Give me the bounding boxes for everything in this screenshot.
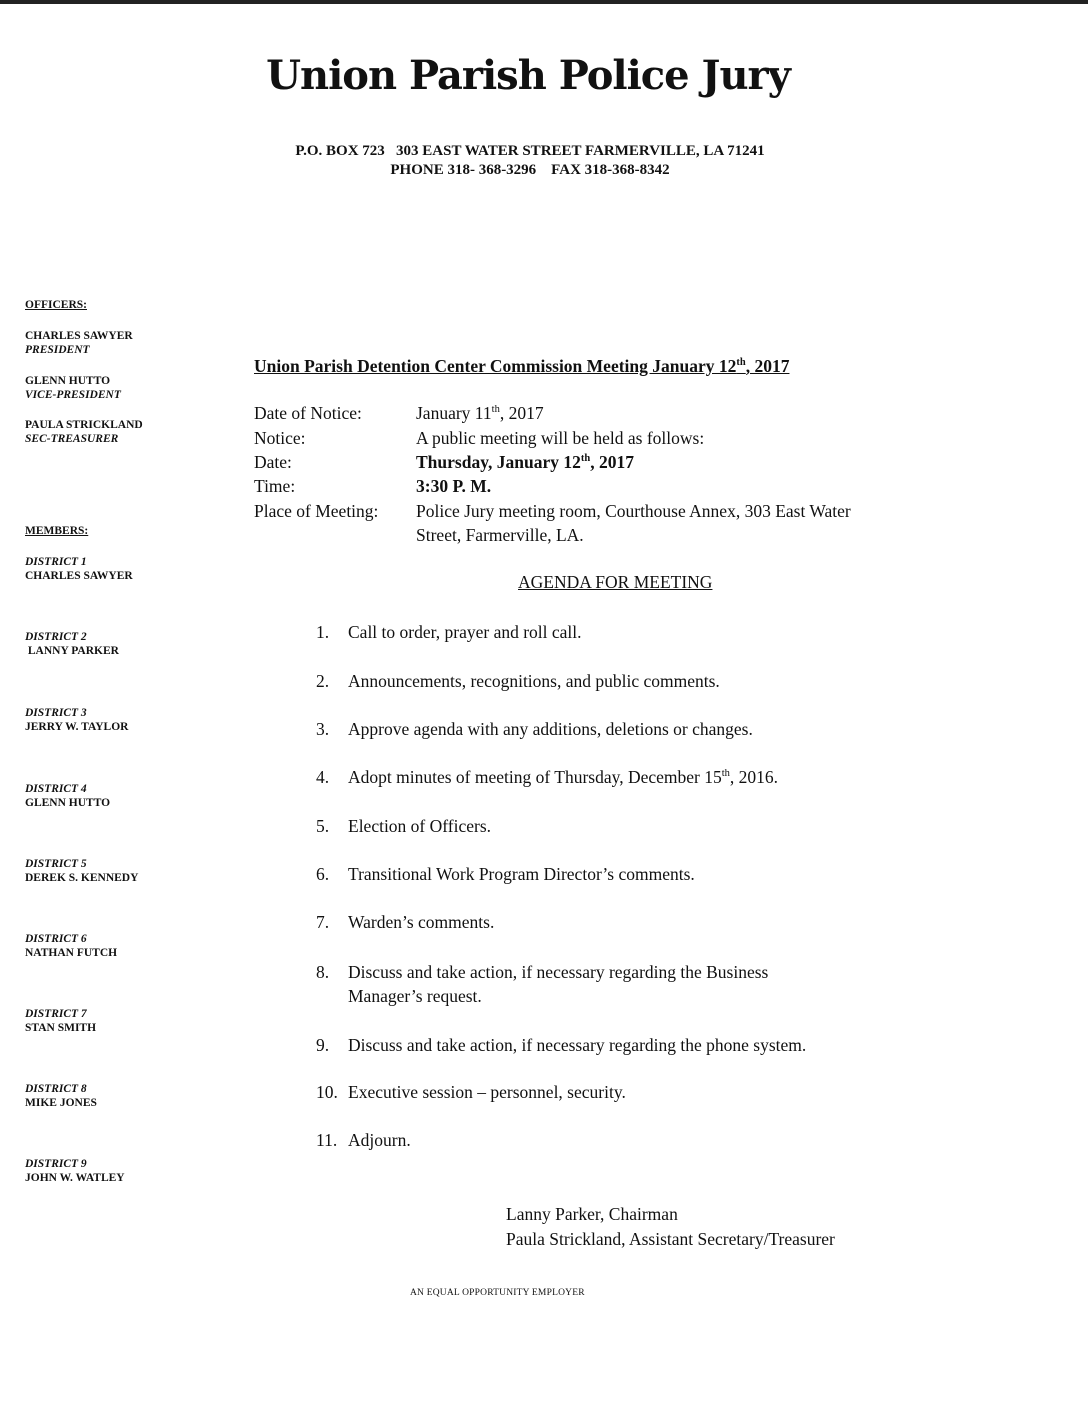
- member-name: JERRY W. TAYLOR: [25, 721, 129, 733]
- agenda-item: [316, 620, 582, 644]
- member-name: LANNY PARKER: [25, 645, 119, 657]
- officers-heading: OFFICERS:: [25, 299, 87, 311]
- member-district: DISTRICT 8: [25, 1083, 87, 1095]
- signature-chairman: Lanny Parker, Chairman: [506, 1204, 678, 1224]
- agenda-item-number: 3.: [316, 719, 330, 739]
- info-value-text: January 11: [416, 403, 492, 423]
- agenda-item-text: Discuss and take action, if necessary regarding the Business: [348, 962, 769, 982]
- meeting-title-year: , 2017: [745, 356, 790, 376]
- meeting-title-text: Union Parish Detention Center Commission Meeting January 12: [254, 356, 737, 376]
- agenda-item-text: Executive session – personnel, security.: [348, 1082, 626, 1102]
- member-entry: [25, 706, 128, 734]
- agenda-item-text-end: , 2016.: [729, 767, 779, 787]
- phone-fax-line: PHONE 318- 368-3296 FAX 318-368-8342: [390, 162, 670, 178]
- officer-role: VICE-PRESIDENT: [25, 389, 121, 401]
- officer-role: PRESIDENT: [25, 344, 90, 356]
- info-value: 3:30 P. M.: [416, 476, 492, 496]
- members-heading: MEMBERS:: [25, 525, 89, 537]
- ordinal-suffix: th: [721, 768, 730, 780]
- agenda-item-number: 8.: [316, 962, 330, 982]
- agenda-item: [316, 765, 778, 789]
- agenda-item-number: 6.: [316, 864, 330, 884]
- agenda-item-text: Approve agenda with any additions, deletions or changes.: [348, 719, 753, 739]
- agenda-item: [316, 862, 695, 886]
- officer-name: CHARLES SAWYER: [25, 330, 133, 342]
- member-district: DISTRICT 2: [25, 631, 87, 643]
- member-entry: [25, 1082, 97, 1110]
- info-value: Police Jury meeting room, Courthouse Annex, 303 East Water: [416, 501, 851, 521]
- member-district: DISTRICT 9: [25, 1158, 87, 1170]
- member-entry: [25, 857, 138, 885]
- member-name: CHARLES SAWYER: [25, 570, 133, 582]
- info-value: Street, Farmerville, LA.: [416, 525, 584, 545]
- info-label: Place of Meeting:: [254, 501, 379, 521]
- member-entry: [25, 932, 117, 960]
- agenda-item-text: Discuss and take action, if necessary regarding the phone system.: [348, 1035, 807, 1055]
- info-value: [416, 403, 544, 424]
- agenda-item-text: Transitional Work Program Director’s comments.: [348, 864, 695, 884]
- agenda-item: [316, 669, 720, 693]
- member-entry: [25, 1157, 125, 1185]
- agenda-item-text: Adopt minutes of meeting of Thursday, December 15: [348, 767, 722, 787]
- ordinal-suffix: th: [736, 357, 746, 369]
- letterhead-address: [200, 142, 860, 180]
- member-district: DISTRICT 5: [25, 858, 87, 870]
- agenda-item: [316, 960, 768, 1008]
- member-entry: [25, 782, 110, 810]
- info-label: Date of Notice:: [254, 403, 362, 423]
- member-name: NATHAN FUTCH: [25, 947, 118, 959]
- letterhead-title: Union Parish Police Jury: [266, 52, 790, 99]
- agenda-item: [316, 1080, 626, 1104]
- member-name: STAN SMITH: [25, 1022, 97, 1034]
- info-label: Notice:: [254, 428, 306, 448]
- agenda-item-text: Adjourn.: [348, 1130, 411, 1150]
- officer-name: PAULA STRICKLAND: [25, 419, 143, 431]
- agenda-item-number: 1.: [316, 622, 330, 642]
- member-name: MIKE JONES: [25, 1097, 97, 1109]
- agenda-item-number: 9.: [316, 1035, 330, 1055]
- member-entry: [25, 630, 119, 658]
- info-label: Date:: [254, 452, 292, 472]
- signature-secretary: Paula Strickland, Assistant Secretary/Treasurer: [506, 1229, 835, 1249]
- member-entry: [25, 555, 133, 583]
- agenda-item-number: 7.: [316, 912, 330, 932]
- ordinal-suffix: th: [491, 404, 500, 416]
- agenda-item-number: 2.: [316, 671, 330, 691]
- ordinal-suffix: th: [580, 453, 591, 465]
- member-district: DISTRICT 1: [25, 556, 87, 568]
- info-label: Time:: [254, 476, 296, 496]
- agenda-item: [316, 910, 494, 934]
- member-district: DISTRICT 3: [25, 707, 87, 719]
- info-value: A public meeting will be held as follows:: [416, 428, 705, 448]
- page-top-border: [0, 0, 1088, 4]
- agenda-item-number: 4.: [316, 767, 330, 787]
- agenda-item-text-cont: Manager’s request.: [348, 986, 482, 1006]
- agenda-item-text: Election of Officers.: [348, 816, 492, 836]
- agenda-item-number: 10.: [316, 1082, 338, 1102]
- address-line: P.O. BOX 723 303 EAST WATER STREET FARMERVILLE, LA 71241: [295, 143, 765, 159]
- officer-name: GLENN HUTTO: [25, 375, 111, 387]
- member-district: DISTRICT 6: [25, 933, 87, 945]
- info-value-year: , 2017: [590, 452, 634, 472]
- agenda-item-number: 11.: [316, 1130, 338, 1150]
- member-name: JOHN W. WATLEY: [25, 1172, 125, 1184]
- info-value: [416, 452, 634, 473]
- officer-entry: [25, 418, 143, 446]
- member-entry: [25, 1007, 96, 1035]
- footer-eoe: AN EQUAL OPPORTUNITY EMPLOYER: [410, 1288, 585, 1298]
- info-value-text: Thursday, January 12: [416, 452, 581, 472]
- member-district: DISTRICT 7: [25, 1008, 87, 1020]
- officer-entry: [25, 374, 121, 402]
- agenda-item-text: Call to order, prayer and roll call.: [348, 622, 582, 642]
- agenda-item-text: Announcements, recognitions, and public comments.: [348, 671, 720, 691]
- member-name: DEREK S. KENNEDY: [25, 872, 139, 884]
- agenda-item: [316, 814, 491, 838]
- agenda-item: [316, 1033, 806, 1057]
- member-name: GLENN HUTTO: [25, 797, 111, 809]
- officer-entry: [25, 329, 133, 357]
- agenda-item: [316, 1128, 411, 1152]
- meeting-title: [254, 356, 789, 377]
- officer-role: SEC-TREASURER: [25, 433, 119, 445]
- agenda-heading: AGENDA FOR MEETING: [518, 572, 713, 592]
- agenda-item-text: Warden’s comments.: [348, 912, 495, 932]
- info-value-year: , 2017: [499, 403, 544, 423]
- agenda-item-number: 5.: [316, 816, 330, 836]
- agenda-item: [316, 717, 753, 741]
- member-district: DISTRICT 4: [25, 783, 87, 795]
